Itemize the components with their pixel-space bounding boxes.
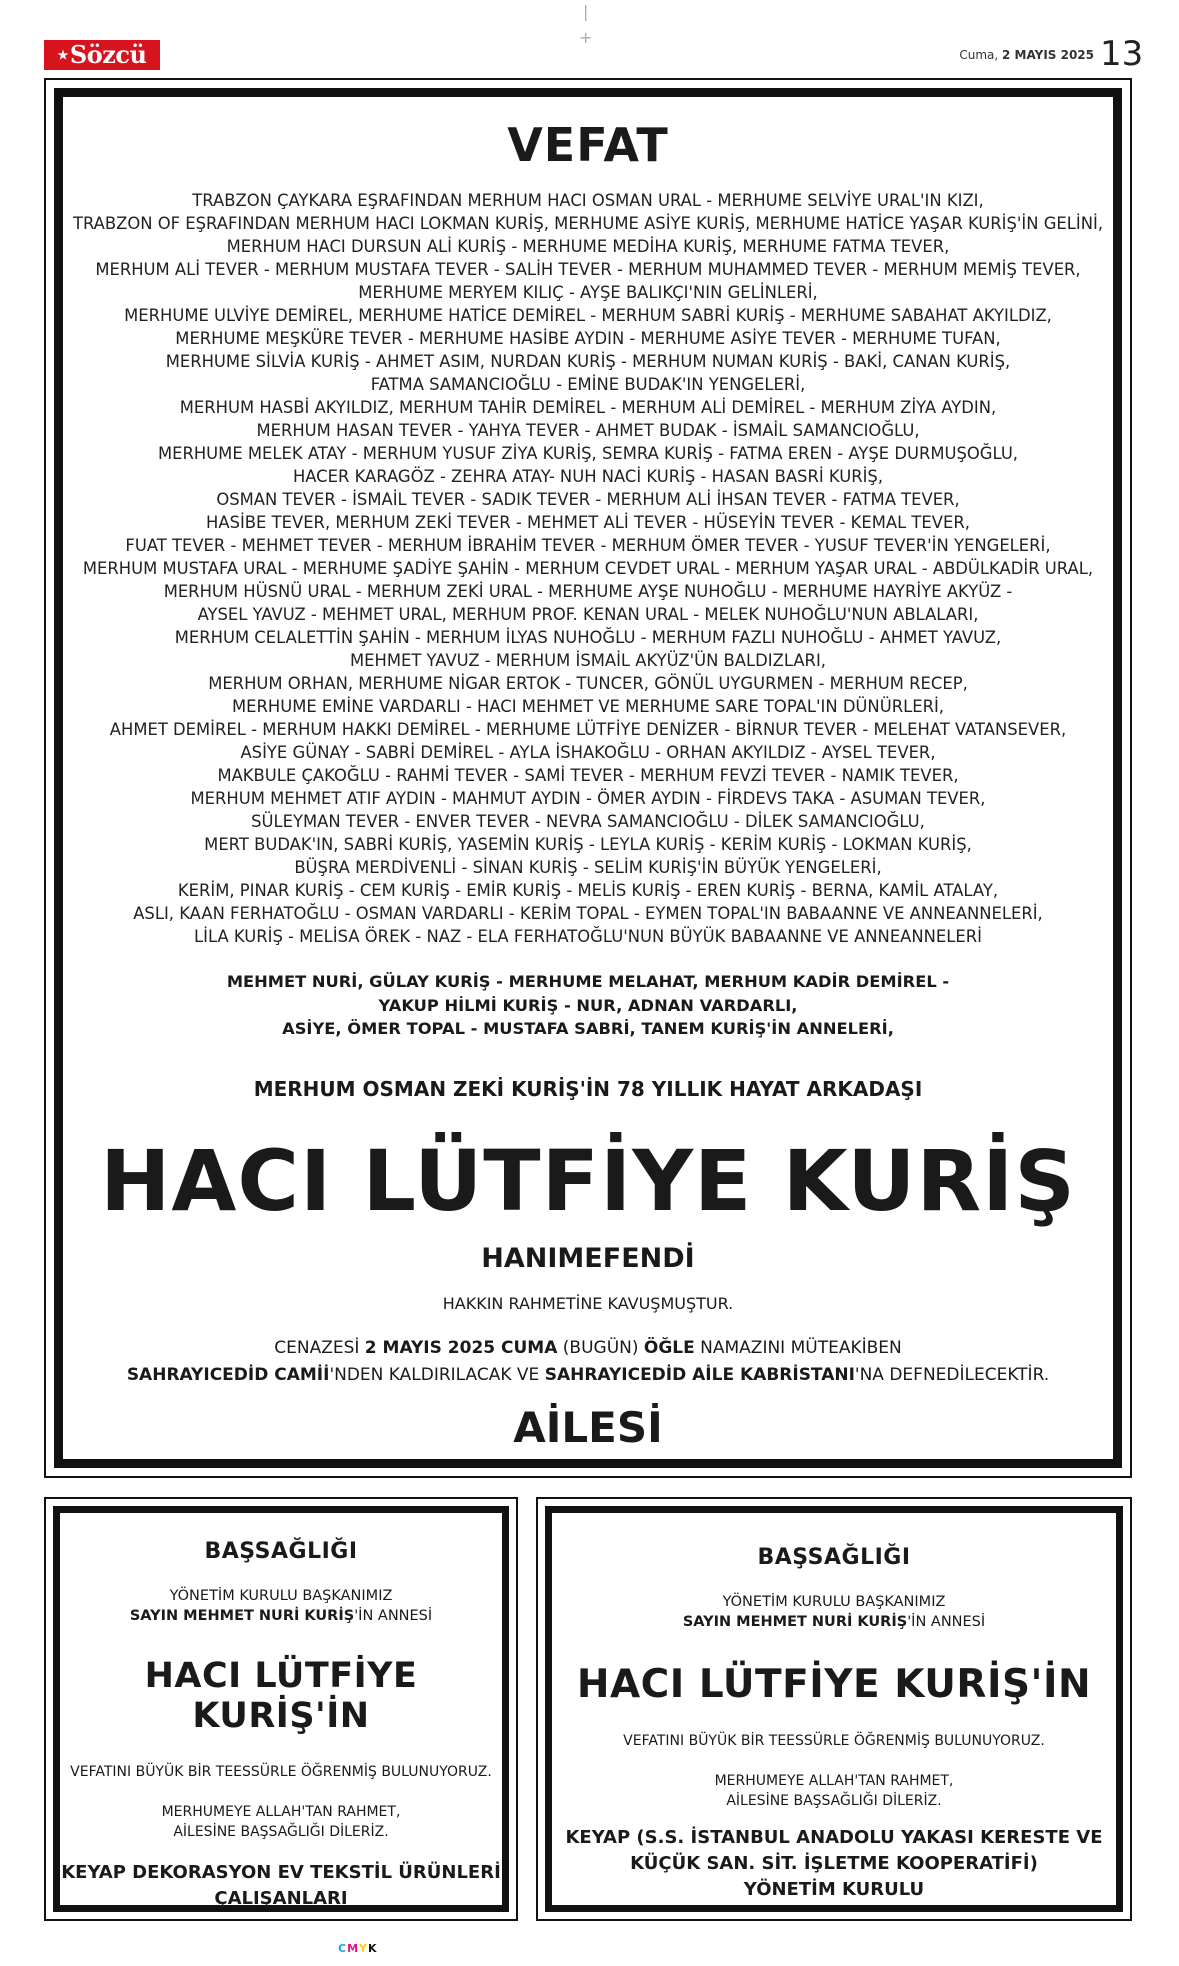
funeral-cemetery: SAHRAYICEDİD AİLE KABRİSTANI [544, 1364, 855, 1385]
funeral-mosque: SAHRAYICEDİD CAMİİ [126, 1364, 330, 1385]
funeral-prayer: ÖĞLE [643, 1337, 695, 1358]
condolence-sender [552, 1825, 1116, 1903]
condolence-person-suffix: 'İN ANNESİ [907, 1614, 986, 1630]
relatives-line: AHMET DEMİREL - MERHUM HAKKI DEMİREL - MERHUME LÜTFİYE DENİZER - BİRNUR TEVER - MELEHAT VATANSEVER, [109, 720, 1067, 739]
children-line: ASİYE, ÖMER TOPAL - MUSTAFA SABRİ, TANEM KURİŞ'İN ANNELERİ, [282, 1019, 894, 1038]
condolence-wish-line: MERHUMEYE ALLAH'TAN RAHMET, [714, 1773, 954, 1789]
relatives-line: ASİYE GÜNAY - SABRİ DEMİREL - AYLA İSHAKOĞLU - ORHAN AKYILDIZ - AYSEL TEVER, [240, 743, 936, 762]
dateline [880, 48, 1094, 62]
funeral-line-1 [63, 1335, 1113, 1362]
condolence-title: BAŞSAĞLIĞI [757, 1545, 911, 1570]
condolence-board-line: YÖNETİM KURULU BAŞKANIMIZ [169, 1588, 393, 1604]
relatives-line: TRABZON ÇAYKARA EŞRAFINDAN MERHUM HACI OSMAN URAL - MERHUME SELVİYE URAL'IN KIZI, [192, 191, 984, 210]
condolence-person: SAYIN MEHMET NURİ KURİŞ [682, 1614, 908, 1630]
relatives-line: BÜŞRA MERDİVENLİ - SİNAN KURİŞ - SELİM KURİŞ'İN BÜYÜK YENGELERİ, [294, 858, 882, 877]
registration-mark-icon: + [579, 28, 593, 47]
sender-line: YÖNETİM KURULU [743, 1879, 925, 1900]
condolence-wish-line: AİLESİNE BAŞSAĞLIĞI DİLERİZ. [173, 1824, 389, 1840]
children-line: MEHMET NURİ, GÜLAY KURİŞ - MERHUME MELAHAT, MERHUM KADİR DEMİREL - [226, 972, 950, 991]
relatives-line: MERHUME MEŞKÜRE TEVER - MERHUME HASİBE AYDIN - MERHUME ASİYE TEVER - MERHUME TUFAN, [175, 329, 1001, 348]
condolence-deceased-name: HACI LÜTFİYE KURİŞ'İN [576, 1662, 1092, 1707]
logo-text: Sözcü [69, 40, 147, 69]
relatives-line: SÜLEYMAN TEVER - ENVER TEVER - NEVRA SAMANCIOĞLU - DİLEK SAMANCIOĞLU, [251, 812, 925, 831]
relatives-line: HACER KARAGÖZ - ZEHRA ATAY- NUH NACİ KURİŞ - HASAN BASRİ KURİŞ, [292, 467, 884, 486]
relatives-line: FATMA SAMANCIOĞLU - EMİNE BUDAK'IN YENGELERİ, [370, 375, 806, 394]
relatives-line: MERT BUDAK'IN, SABRİ KURİŞ, YASEMİN KURİŞ - LEYLA KURİŞ - KERİM KURİŞ - LOKMAN KURİŞ, [204, 835, 972, 854]
date-main: 2 MAYIS 2025 [1002, 48, 1094, 62]
crop-mark-icon: | [583, 2, 589, 21]
partner-line: MERHUM OSMAN ZEKİ KURİŞ'İN 78 YILLIK HAYAT ARKADAŞI [253, 1076, 923, 1101]
condolence-ad-left [44, 1497, 518, 1921]
funeral-line-2 [63, 1362, 1113, 1389]
relatives-line: MERHUME ULVİYE DEMİREL, MERHUME HATİCE DEMİREL - MERHUM SABRİ KURİŞ - MERHUME SABAHAT AKYILDIZ, [124, 306, 1052, 325]
relatives-line: MERHUM MEHMET ATIF AYDIN - MAHMUT AYDIN - ÖMER AYDIN - FİRDEVS TAKA - ASUMAN TEVER, [190, 789, 986, 808]
obituary-signature: AİLESİ [513, 1402, 663, 1452]
relatives-line: MERHUME SİLVİA KURİŞ - AHMET ASIM, NURDAN KURİŞ - MERHUM NUMAN KURİŞ - BAKİ, CANAN KURİŞ, [165, 352, 1011, 371]
funeral-text: (BUGÜN) [557, 1337, 644, 1358]
condolence-sender [60, 1860, 502, 1912]
obituary-title: VEFAT [507, 118, 669, 172]
obituary-ad [44, 78, 1132, 1478]
relatives-line: MERHUM HASAN TEVER - YAHYA TEVER - AHMET BUDAK - İSMAİL SAMANCIOĞLU, [256, 421, 920, 440]
funeral-text: 'NDEN KALDIRILACAK VE [329, 1364, 545, 1385]
relatives-line: MERHUM MUSTAFA URAL - MERHUME ŞADİYE ŞAHİN - MERHUM CEVDET URAL - MERHUM YAŞAR URAL - ABDÜLKADİR URAL, [82, 559, 1094, 578]
condolence-deceased-name: HACI LÜTFİYE KURİŞ'İN [144, 1656, 418, 1736]
sozcu-logo[interactable] [44, 40, 160, 70]
honorific: HANIMEFENDİ [481, 1242, 695, 1274]
cmyk-print-mark [338, 1942, 378, 1955]
relatives-line: KERİM, PINAR KURİŞ - CEM KURİŞ - EMİR KURİŞ - MELİS KURİŞ - EREN KURİŞ - BERNA, KAMİL ATALAY, [177, 881, 999, 900]
condolence-wish-line: AİLESİNE BAŞSAĞLIĞI DİLERİZ. [726, 1793, 942, 1809]
cmyk-c: C [338, 1942, 348, 1955]
relatives-line: OSMAN TEVER - İSMAİL TEVER - SADIK TEVER - MERHUM ALİ İHSAN TEVER - FATMA TEVER, [216, 490, 960, 509]
date-prefix: Cuma, [959, 48, 999, 62]
funeral-date: 2 MAYIS 2025 CUMA [364, 1337, 558, 1358]
relatives-line: MERHUM HÜSNÜ URAL - MERHUM ZEKİ URAL - MERHUME AYŞE NUHOĞLU - MERHUME HAYRİYE AKYÜZ - [163, 582, 1013, 601]
condolence-person-line [552, 1612, 1116, 1632]
funeral-info [63, 1335, 1113, 1389]
relatives-line: HASİBE TEVER, MERHUM ZEKİ TEVER - MEHMET ALİ TEVER - HÜSEYİN TEVER - KEMAL TEVER, [206, 513, 970, 532]
relatives-line: MERHUM HASBİ AKYILDIZ, MERHUM TAHİR DEMİREL - MERHUM ALİ DEMİREL - MERHUM ZİYA AYDIN, [179, 398, 997, 417]
relatives-line: TRABZON OF EŞRAFINDAN MERHUM HACI LOKMAN KURİŞ, MERHUME ASİYE KURİŞ, MERHUME HATİCE YAŞAR KURİŞ'İN GELİNİ, [72, 214, 1104, 233]
condolence-person-suffix: 'İN ANNESİ [354, 1608, 433, 1624]
condolence-sorrow-line: VEFATINI BÜYÜK BİR TEESSÜRLE ÖĞRENMİŞ BULUNUYORUZ. [70, 1764, 492, 1780]
children-line: YAKUP HİLMİ KURİŞ - NUR, ADNAN VARDARLI, [378, 995, 798, 1015]
condolence-board-line: YÖNETİM KURULU BAŞKANIMIZ [722, 1594, 946, 1610]
relatives-line: MERHUME EMİNE VARDARLI - HACI MEHMET VE MERHUME SARE TOPAL'IN DÜNÜRLERİ, [231, 697, 944, 716]
star-icon: ★ [57, 48, 68, 62]
condolence-title: BAŞSAĞLIĞI [204, 1539, 358, 1564]
relatives-list [63, 189, 1113, 948]
condolence-ad-right [536, 1497, 1132, 1921]
relatives-line: AYSEL YAVUZ - MEHMET URAL, MERHUM PROF. KENAN URAL - MELEK NUHOĞLU'NUN ABLALARI, [197, 605, 979, 624]
condolence-sorrow-line: VEFATINI BÜYÜK BİR TEESSÜRLE ÖĞRENMİŞ BULUNUYORUZ. [623, 1733, 1045, 1749]
funeral-text: 'NA DEFNEDİLECEKTİR. [854, 1364, 1050, 1385]
relatives-line: LİLA KURİŞ - MELİSA ÖREK - NAZ - ELA FERHATOĞLU'NUN BÜYÜK BABAANNE VE ANNEANNELERİ [194, 927, 982, 946]
sender-line: KEYAP (S.S. İSTANBUL ANADOLU YAKASI KERESTE VE [565, 1827, 1103, 1848]
cmyk-y: Y [359, 1942, 368, 1955]
passed-line: HAKKIN RAHMETİNE KAVUŞMUŞTUR. [442, 1293, 734, 1313]
sender-line: KEYAP DEKORASYON EV TEKSTİL ÜRÜNLERİ [61, 1862, 501, 1883]
cmyk-k: K [368, 1942, 378, 1955]
condolence-person: SAYIN MEHMET NURİ KURİŞ [129, 1608, 355, 1624]
relatives-line: MERHUME MELEK ATAY - MERHUM YUSUF ZİYA KURİŞ, SEMRA KURİŞ - FATMA EREN - AYŞE DURMUŞOĞLU, [157, 444, 1019, 463]
relatives-line: ASLI, KAAN FERHATOĞLU - OSMAN VARDARLI - KERİM TOPAL - EYMEN TOPAL'IN BABAANNE VE ANNEANNELERİ, [133, 904, 1043, 923]
relatives-line: MERHUME MERYEM KILIÇ - AYŞE BALIKÇI'NIN GELİNLERİ, [358, 283, 818, 302]
relatives-line: MAKBULE ÇAKOĞLU - RAHMİ TEVER - SAMİ TEVER - MERHUM FEVZİ TEVER - NAMIK TEVER, [217, 766, 959, 785]
condolence-person-line [60, 1606, 502, 1626]
sender-line: KÜÇÜK SAN. SİT. İŞLETME KOOPERATİFİ) [630, 1853, 1038, 1874]
funeral-text: CENAZESİ [274, 1337, 365, 1358]
condolence-frame [53, 1506, 509, 1912]
relatives-line: FUAT TEVER - MEHMET TEVER - MERHUM İBRAHİM TEVER - MERHUM ÖMER TEVER - YUSUF TEVER'İN YENGELERİ, [125, 536, 1051, 555]
relatives-line: MERHUM ALİ TEVER - MERHUM MUSTAFA TEVER - SALİH TEVER - MERHUM MUHAMMED TEVER - MERHUM MEMİŞ TEVER, [95, 260, 1081, 279]
children-list [63, 970, 1113, 1041]
relatives-line: MERHUM HACI DURSUN ALİ KURİŞ - MERHUME MEDİHA KURİŞ, MERHUME FATMA TEVER, [226, 237, 950, 256]
page-number: 13 [1100, 34, 1144, 74]
relatives-line: MEHMET YAVUZ - MERHUM İSMAİL AKYÜZ'ÜN BALDIZLARI, [350, 651, 826, 670]
sender-line: ÇALIŞANLARI [214, 1888, 348, 1909]
cmyk-m: M [347, 1942, 360, 1955]
relatives-line: MERHUM ORHAN, MERHUME NİGAR ERTOK - TUNCER, GÖNÜL UYGURMEN - MERHUM RECEP, [208, 674, 968, 693]
obituary-frame [54, 88, 1122, 1468]
condolence-wish-line: MERHUMEYE ALLAH'TAN RAHMET, [161, 1804, 401, 1820]
relatives-line: MERHUM CELALETTİN ŞAHİN - MERHUM İLYAS NUHOĞLU - MERHUM FAZLI NUHOĞLU - AHMET YAVUZ, [174, 628, 1002, 647]
deceased-name: HACI LÜTFİYE KURİŞ [100, 1131, 1076, 1230]
funeral-text: NAMAZINI MÜTEAKİBEN [694, 1337, 902, 1358]
condolence-frame [545, 1506, 1123, 1912]
